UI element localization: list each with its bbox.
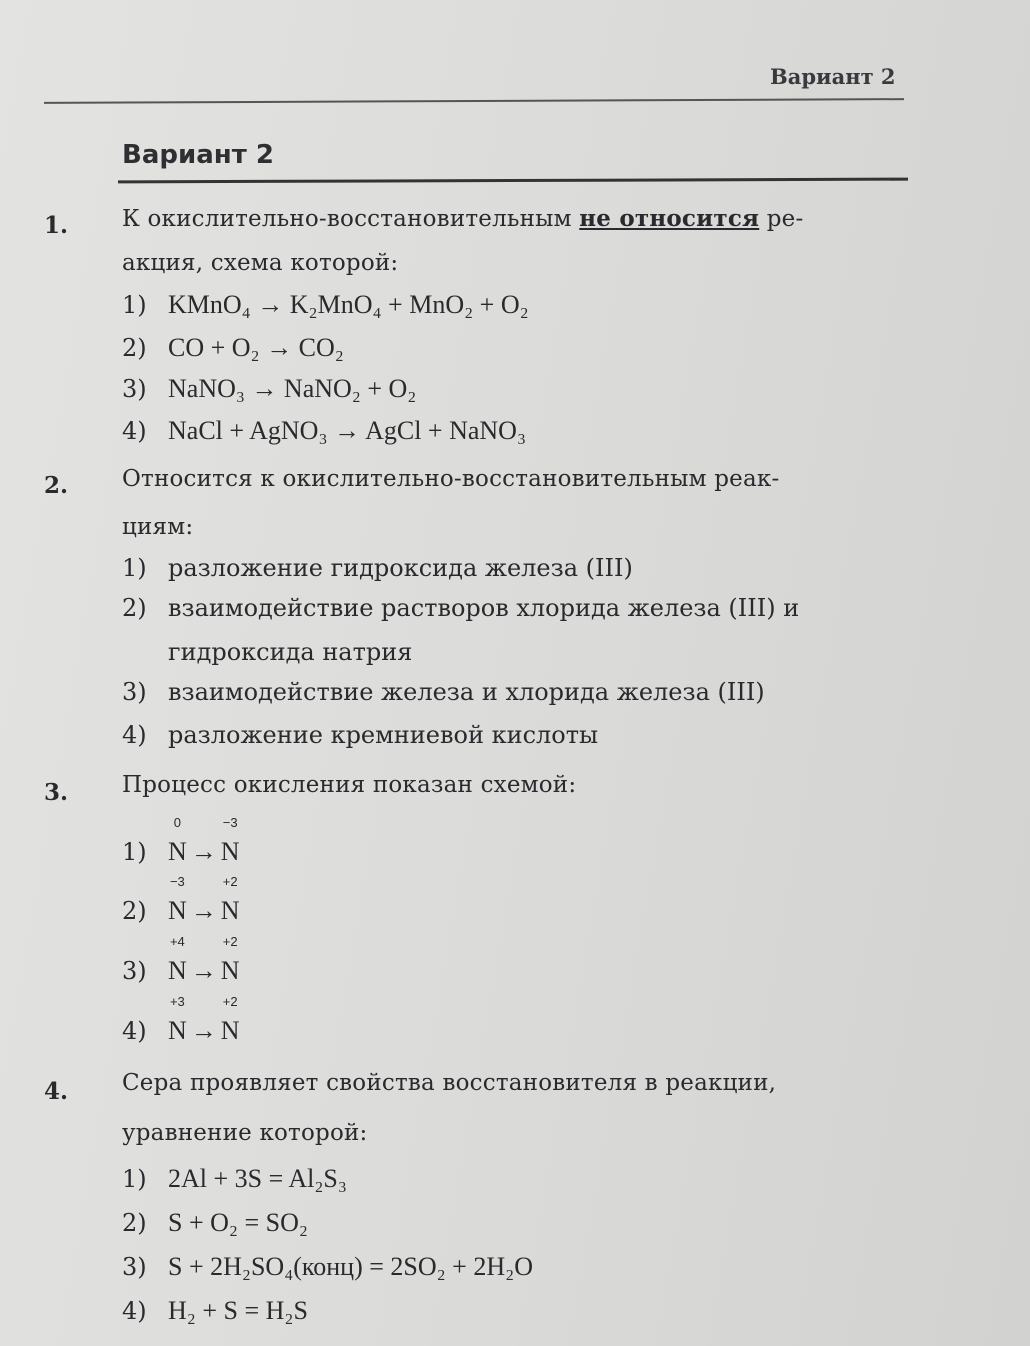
answer-option [122, 1252, 533, 1282]
option-text: разложение гидроксида железа (III) [168, 554, 633, 582]
reaction-arrow: → [190, 896, 217, 925]
question-number: 1. [44, 212, 69, 239]
nitrogen-atom [220, 994, 240, 1046]
reaction-arrow: → [190, 1016, 217, 1045]
formula [168, 815, 240, 866]
question-text-part: ре- [759, 206, 804, 232]
option-text-continued: гидроксида натрия [168, 638, 413, 666]
answer-option [122, 554, 633, 582]
answer-option [122, 290, 529, 320]
nitrogen-atom [168, 874, 187, 926]
nitrogen-atom [220, 934, 240, 986]
option-number: 4) [122, 1017, 147, 1045]
option-number: 4) [122, 417, 147, 445]
reaction-arrow: → [190, 956, 217, 985]
option-number: 3) [122, 678, 147, 706]
question-number: 3. [44, 779, 69, 806]
reaction-arrow: → [190, 837, 217, 866]
option-number: 4) [122, 721, 147, 749]
question-text [122, 205, 803, 232]
nitrogen-atom [220, 874, 240, 926]
oxidation-state: +3 [169, 994, 185, 1009]
element-symbol: N [220, 1016, 240, 1045]
option-text: взаимодействие железа и хлорида железа (III) [168, 678, 765, 706]
option-number: 1) [122, 838, 147, 866]
answer-option [122, 1208, 308, 1238]
formula: H₂ + S = H₂S [168, 1296, 308, 1325]
formula [168, 994, 240, 1045]
option-number: 3) [122, 375, 147, 403]
question-number: 4. [44, 1078, 69, 1105]
answer-option [122, 994, 240, 1046]
answer-option [122, 1296, 308, 1326]
formula: NaCl + AgNO₃ → AgCl + NaNO₃ [168, 416, 527, 445]
question-text: Процесс окисления показан схемой: [122, 772, 577, 798]
question-text: акция, схема которой: [122, 250, 399, 276]
option-number: 2) [122, 334, 147, 362]
formula: S + O₂ = SO₂ [168, 1208, 308, 1237]
answer-option [122, 874, 240, 926]
element-symbol: N [168, 837, 187, 866]
nitrogen-atom [168, 934, 187, 986]
formula: CO + O₂ → CO₂ [168, 333, 344, 362]
formula: 2Al + 3S = Al₂S₃ [168, 1164, 347, 1193]
option-number: 4) [122, 1297, 147, 1325]
option-number: 1) [122, 1165, 147, 1193]
oxidation-state: −3 [222, 815, 238, 830]
nitrogen-atom [220, 815, 240, 867]
answer-option [122, 1164, 347, 1194]
header-rule [44, 98, 904, 104]
answer-option [122, 815, 240, 867]
answer-option [122, 333, 344, 363]
answer-option [122, 934, 240, 986]
element-symbol: N [220, 956, 240, 985]
nitrogen-atom [168, 815, 187, 867]
formula: S + 2H₂SO₄(конц) = 2SO₂ + 2H₂O [168, 1252, 533, 1281]
question-text-part: К окислительно-восстановительным [122, 206, 580, 232]
question-number: 2. [44, 472, 69, 499]
option-number: 3) [122, 1253, 147, 1281]
option-number: 2) [122, 594, 147, 622]
formula [168, 934, 240, 985]
question-text: Сера проявляет свойства восстановителя в реакции, [122, 1070, 777, 1096]
emphasis-text: не относится [579, 205, 760, 232]
element-symbol: N [168, 896, 187, 925]
option-number: 1) [122, 554, 147, 582]
oxidation-state: +2 [222, 874, 238, 889]
question-text: Относится к окислительно-восстановительным реак- [122, 466, 780, 492]
formula [168, 874, 240, 925]
oxidation-state: −3 [169, 874, 185, 889]
oxidation-state: 0 [173, 815, 181, 830]
answer-option [122, 721, 598, 749]
option-number: 1) [122, 291, 147, 319]
answer-option [122, 594, 799, 622]
nitrogen-atom [168, 994, 187, 1046]
element-symbol: N [168, 956, 187, 985]
option-number: 3) [122, 957, 147, 985]
element-symbol: N [168, 1016, 187, 1045]
formula: KMnO₄ → K₂MnO₄ + MnO₂ + O₂ [168, 290, 529, 319]
element-symbol: N [220, 837, 240, 866]
option-number: 2) [122, 897, 147, 925]
title-rule [118, 178, 908, 184]
answer-option [122, 374, 416, 404]
oxidation-state: +4 [169, 934, 185, 949]
formula: NaNO₃ → NaNO₂ + O₂ [168, 374, 417, 403]
element-symbol: N [220, 896, 240, 925]
question-text: циям: [122, 514, 194, 540]
oxidation-state: +2 [222, 994, 238, 1009]
option-text: взаимодействие растворов хлорида железа (III) и [168, 594, 800, 622]
option-number: 2) [122, 1209, 147, 1237]
oxidation-state: +2 [222, 934, 238, 949]
section-title: Вариант 2 [122, 140, 274, 170]
option-text: разложение кремниевой кислоты [168, 721, 599, 749]
answer-option [122, 416, 526, 446]
question-text: уравнение которой: [122, 1120, 368, 1146]
answer-option [122, 678, 765, 706]
running-head: Вариант 2 [770, 64, 896, 89]
